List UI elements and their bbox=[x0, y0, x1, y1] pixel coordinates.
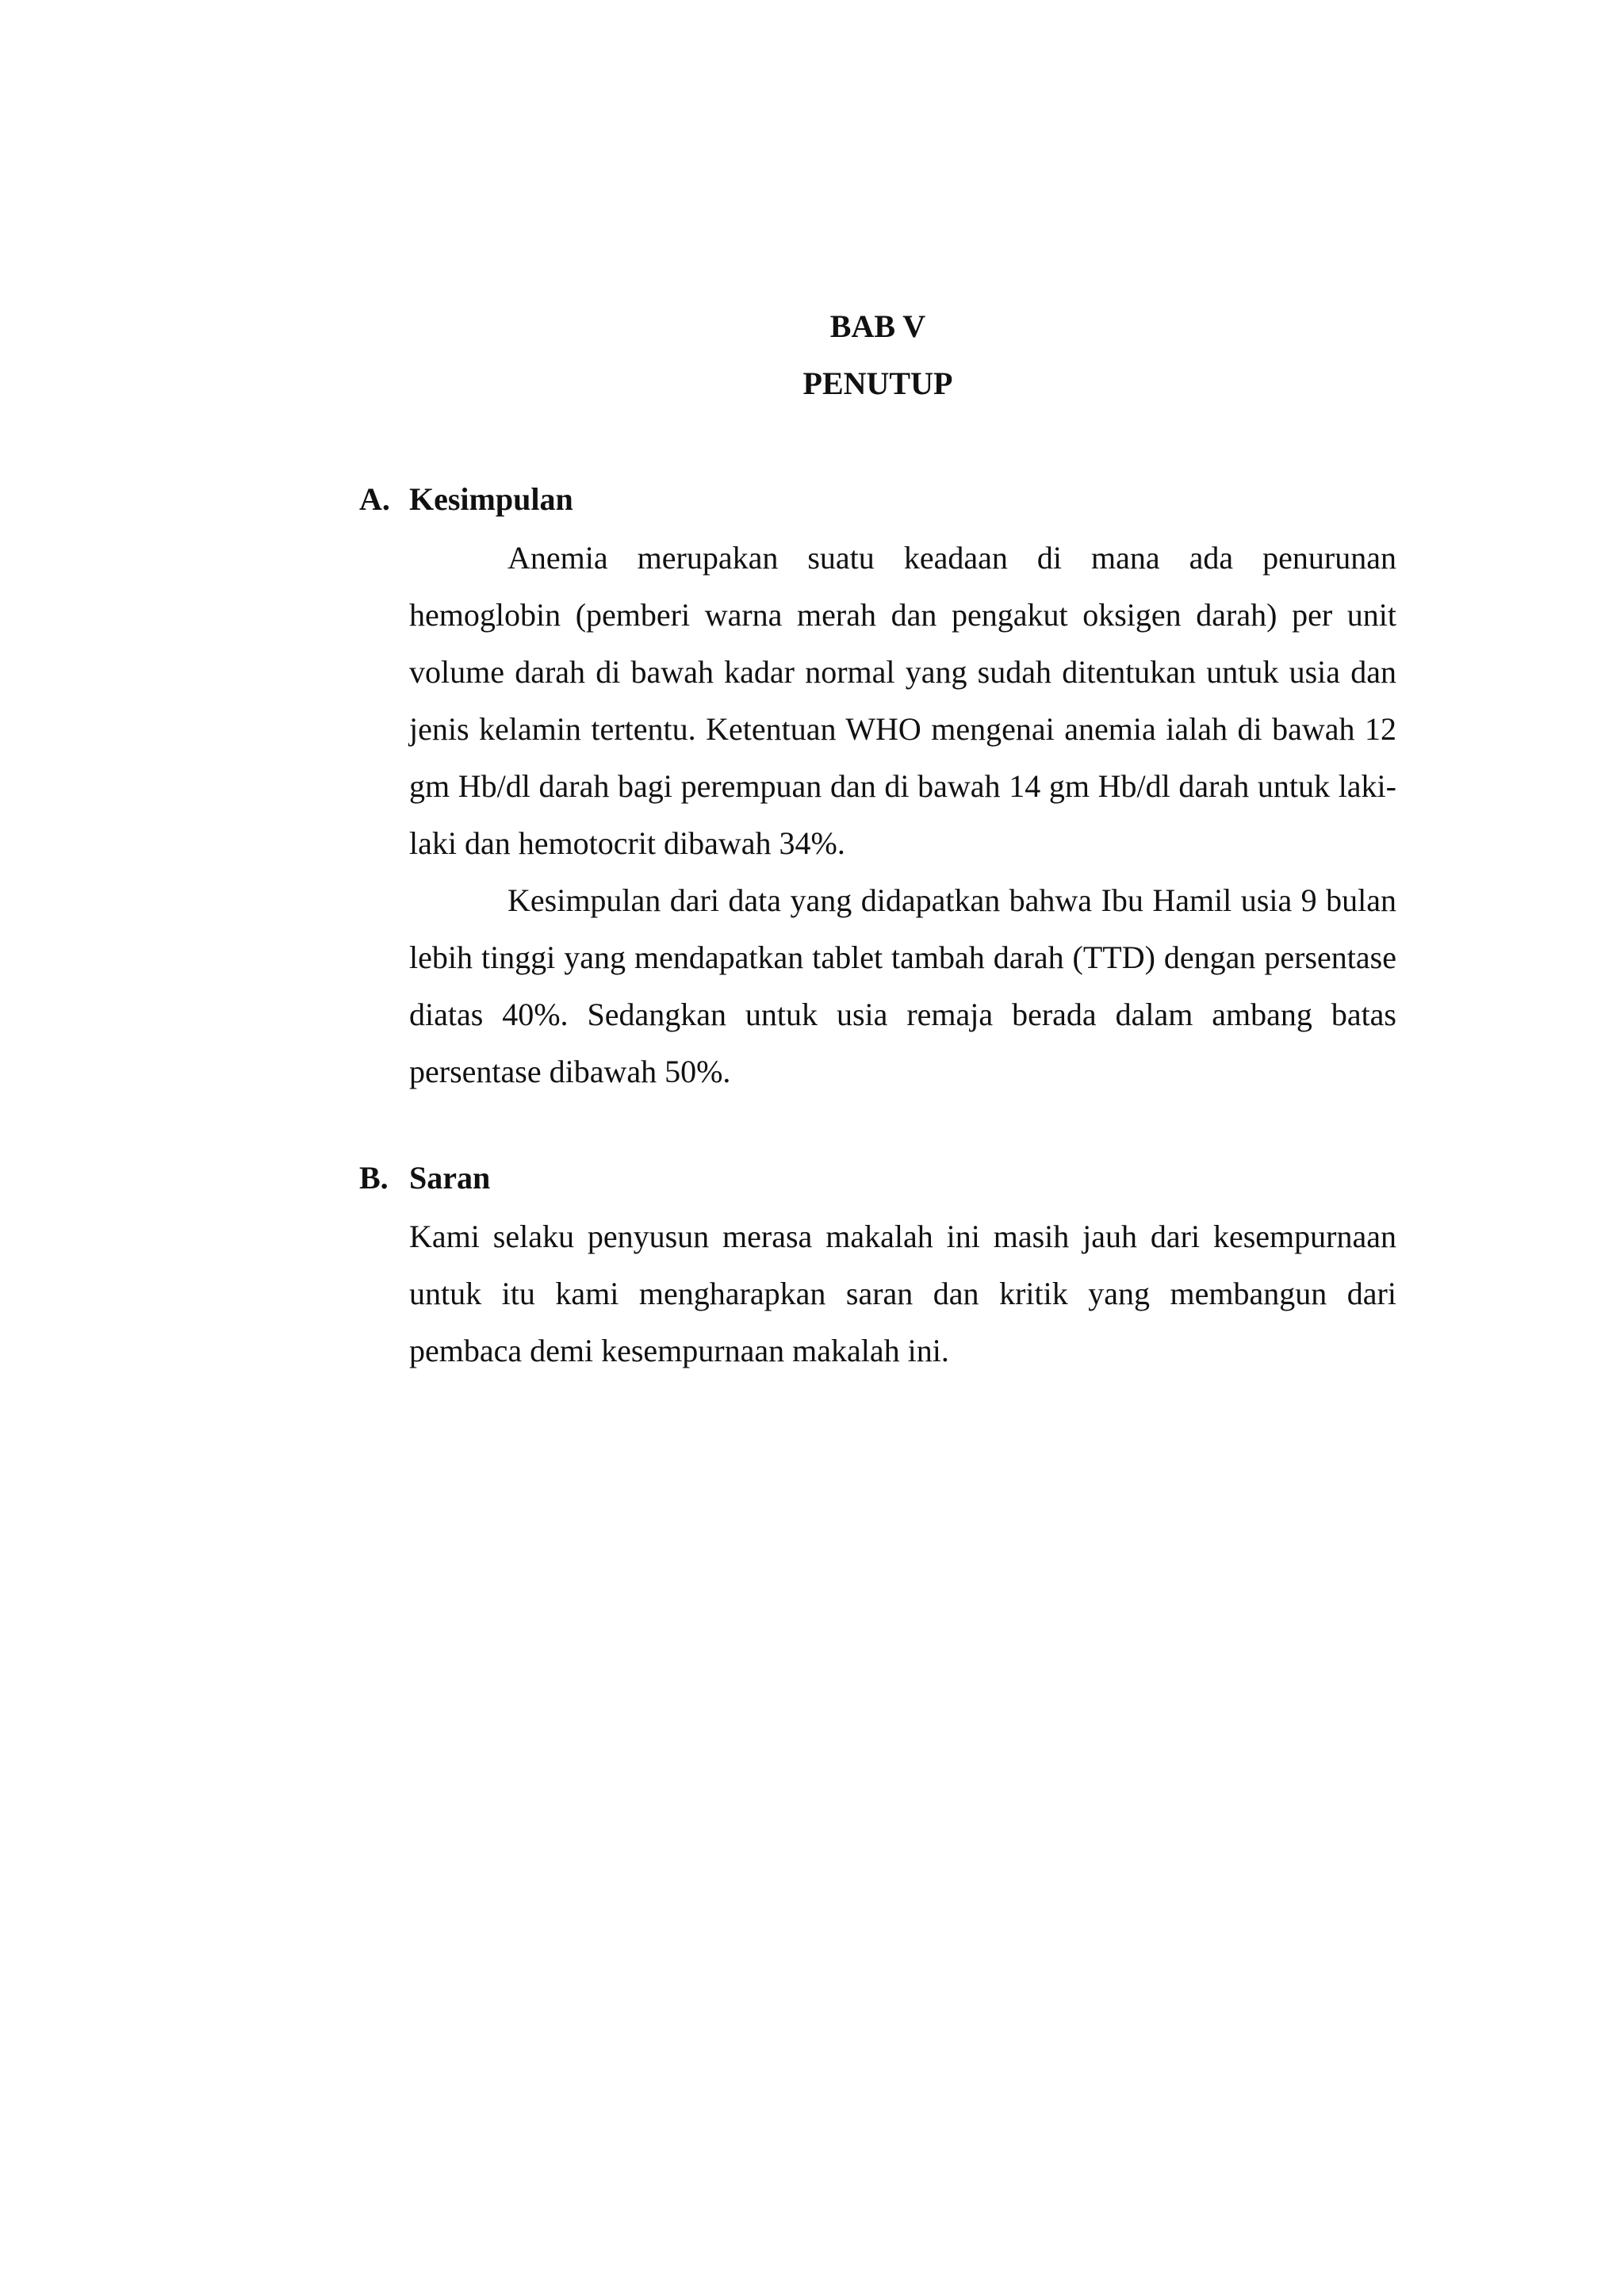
paragraph: Anemia merupakan suatu keadaan di mana ada penurunan hemoglobin (pemberi warna merah dan pengakut oksigen darah) per unit volume darah di bawah kadar normal yang sudah ditentukan untuk usia dan jenis kelamin tertentu. Ketentuan WHO mengenai anemia ialah di bawah 12 gm Hb/dl darah bagi perempuan dan di bawah 14 gm Hb/dl darah untuk laki-laki dan hemotocrit dibawah 34%. bbox=[409, 540, 1396, 861]
section-kesimpulan bbox=[359, 480, 1396, 1100]
section-heading bbox=[359, 480, 1396, 519]
chapter-title: PENUTUP bbox=[802, 365, 953, 401]
section-saran bbox=[359, 1159, 1396, 1380]
section-letter: A. bbox=[359, 481, 390, 517]
paragraph: Kesimpulan dari data yang didapatkan bahwa Ibu Hamil usia 9 bulan lebih tinggi yang mendapatkan tablet tambah darah (TTD) dengan persentase diatas 40%. Sedangkan untuk usia remaja berada dalam ambang batas persentase dibawah 50%. bbox=[409, 882, 1396, 1089]
section-body bbox=[409, 1208, 1396, 1380]
section-body bbox=[409, 530, 1396, 1100]
section-title: Saran bbox=[409, 1160, 491, 1196]
section-letter: B. bbox=[359, 1160, 389, 1196]
chapter-number: BAB V bbox=[829, 308, 926, 344]
paragraph: Kami selaku penyusun merasa makalah ini masih jauh dari kesempurnaan untuk itu kami mengharapkan saran dan kritik yang membangun dari pembaca demi kesempurnaan makalah ini. bbox=[409, 1219, 1396, 1368]
section-heading bbox=[359, 1159, 1396, 1197]
section-title: Kesimpulan bbox=[409, 481, 573, 517]
